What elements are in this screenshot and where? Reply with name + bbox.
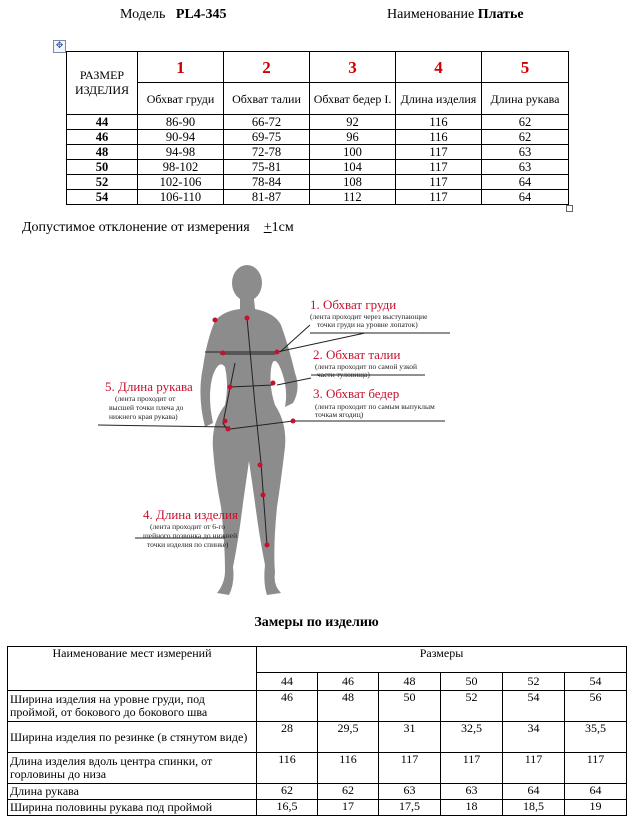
cell: 75-81 — [224, 160, 310, 175]
m4-desc-2: шейного позвонка до нижней — [143, 531, 238, 540]
cell: 64 — [482, 175, 569, 190]
cell: 62 — [257, 784, 318, 800]
table-row — [67, 115, 569, 130]
cell: 34 — [503, 722, 565, 753]
column-label-waist: Обхват талии — [224, 83, 310, 115]
cell: 62 — [318, 784, 379, 800]
cell: 64 — [482, 190, 569, 205]
cell: 64 — [565, 784, 627, 800]
size-column-header: РАЗМЕР ИЗДЕЛИЯ — [67, 52, 138, 115]
cell: 17 — [318, 800, 379, 816]
table-row — [67, 175, 569, 190]
table-row — [8, 722, 627, 753]
table-row — [8, 784, 627, 800]
m2-title: 2. Обхват талии — [313, 347, 401, 362]
cell: 63 — [482, 145, 569, 160]
m3-title: 3. Обхват бедер — [313, 386, 400, 401]
tolerance-sign: + — [263, 220, 272, 235]
cell: 117 — [565, 753, 627, 784]
cell: 102-106 — [138, 175, 224, 190]
product-name-line — [387, 7, 524, 23]
cell: 98-102 — [138, 160, 224, 175]
column-number-5: 5 — [482, 52, 569, 83]
size-col: 50 — [441, 673, 503, 691]
row-size: 50 — [67, 160, 138, 175]
size-col: 52 — [503, 673, 565, 691]
cell: 17,5 — [379, 800, 441, 816]
measurements-table — [7, 646, 627, 816]
m1-desc-1: (лента проходит через выступающие — [310, 312, 428, 321]
m3-desc-1: (лента проходит по самым выпуклым — [315, 402, 435, 411]
cell: 69-75 — [224, 130, 310, 145]
cell: 108 — [310, 175, 396, 190]
cell: 18,5 — [503, 800, 565, 816]
size-col: 44 — [257, 673, 318, 691]
m5-desc-2: высшей точки плеча до — [109, 403, 184, 412]
cell: 48 — [318, 691, 379, 722]
m2-desc-1: (лента проходит по самой узкой — [315, 362, 417, 371]
cell: 56 — [565, 691, 627, 722]
m4-desc-1: (лента проходит от 6-го — [150, 522, 226, 531]
m2-desc-2: части туловища) — [317, 370, 370, 379]
cell: 54 — [503, 691, 565, 722]
cell: 86-90 — [138, 115, 224, 130]
cell: 104 — [310, 160, 396, 175]
row-label: Длина изделия вдоль центра спинки, от горловины до низа — [8, 753, 257, 784]
cell: 94-98 — [138, 145, 224, 160]
m5-desc-1: (лента проходит от — [115, 394, 176, 403]
cell: 50 — [379, 691, 441, 722]
cell: 52 — [441, 691, 503, 722]
cell: 63 — [441, 784, 503, 800]
cell: 29,5 — [318, 722, 379, 753]
cell: 31 — [379, 722, 441, 753]
size-chart-table — [66, 51, 569, 205]
model-label: Модель — [120, 7, 166, 22]
size-col: 48 — [379, 673, 441, 691]
place-header: Наименование мест измерений — [8, 647, 257, 691]
cell: 62 — [482, 115, 569, 130]
column-number-3: 3 — [310, 52, 396, 83]
cell: 63 — [482, 160, 569, 175]
column-label-sleeve: Длина рукава — [482, 83, 569, 115]
column-number-4: 4 — [396, 52, 482, 83]
cell: 117 — [396, 190, 482, 205]
column-label-chest: Обхват груди — [138, 83, 224, 115]
row-size: 44 — [67, 115, 138, 130]
sizes-header: Размеры — [257, 647, 627, 673]
row-size: 48 — [67, 145, 138, 160]
table-row — [8, 753, 627, 784]
cell: 117 — [441, 753, 503, 784]
row-label: Длина рукава — [8, 784, 257, 800]
cell: 72-78 — [224, 145, 310, 160]
table-row — [67, 130, 569, 145]
column-number-1: 1 — [138, 52, 224, 83]
model-code: PL4-345 — [175, 7, 227, 22]
row-label: Ширина половины рукава под проймой — [8, 800, 257, 816]
cell: 117 — [396, 175, 482, 190]
cell: 112 — [310, 190, 396, 205]
cell: 16,5 — [257, 800, 318, 816]
cell: 28 — [257, 722, 318, 753]
row-size: 54 — [67, 190, 138, 205]
cell: 117 — [379, 753, 441, 784]
m1-title: 1. Обхват груди — [310, 297, 397, 312]
row-label: Ширина изделия по резинке (в стянутом виде) — [8, 722, 257, 753]
cell: 63 — [379, 784, 441, 800]
m3-desc-2: точкам ягодиц) — [315, 410, 364, 419]
cell: 116 — [396, 115, 482, 130]
table-row — [67, 145, 569, 160]
cell: 92 — [310, 115, 396, 130]
name-value: Платье — [477, 7, 524, 22]
cell: 117 — [396, 160, 482, 175]
row-size: 46 — [67, 130, 138, 145]
measurements-title: Замеры по изделию — [254, 615, 379, 630]
column-number-2: 2 — [224, 52, 310, 83]
m4-title: 4. Длина изделия — [143, 507, 238, 522]
cell: 117 — [503, 753, 565, 784]
column-label-hips: Обхват бедер I. — [310, 83, 396, 115]
tolerance-note — [22, 220, 294, 236]
table-move-handle-icon[interactable]: ✥ — [53, 40, 66, 53]
tolerance-value: 1см — [271, 220, 294, 235]
cell: 116 — [318, 753, 379, 784]
m1-desc-2: точки груди на уровне лопаток) — [317, 320, 418, 329]
table-row — [8, 800, 627, 816]
cell: 100 — [310, 145, 396, 160]
cell: 66-72 — [224, 115, 310, 130]
cell: 35,5 — [565, 722, 627, 753]
size-col: 54 — [565, 673, 627, 691]
cell: 116 — [396, 130, 482, 145]
cell: 90-94 — [138, 130, 224, 145]
cell: 116 — [257, 753, 318, 784]
m4-desc-3: точки изделия по спинке) — [147, 540, 229, 549]
table-row — [67, 160, 569, 175]
m5-desc-3: нижнего края рукава) — [109, 412, 178, 421]
cell: 106-110 — [138, 190, 224, 205]
cell: 64 — [503, 784, 565, 800]
cell: 117 — [396, 145, 482, 160]
size-col: 46 — [318, 673, 379, 691]
cell: 32,5 — [441, 722, 503, 753]
column-label-length: Длина изделия — [396, 83, 482, 115]
cell: 19 — [565, 800, 627, 816]
cell: 78-84 — [224, 175, 310, 190]
table-resize-handle[interactable] — [566, 205, 573, 212]
cell: 62 — [482, 130, 569, 145]
tolerance-text: Допустимое отклонение от измерения — [22, 220, 250, 235]
cell: 18 — [441, 800, 503, 816]
measurement-figure — [95, 255, 475, 610]
cell: 81-87 — [224, 190, 310, 205]
row-size: 52 — [67, 175, 138, 190]
cell: 96 — [310, 130, 396, 145]
cell: 46 — [257, 691, 318, 722]
row-label: Ширина изделия на уровне груди, под проймой, от бокового до бокового шва — [8, 691, 257, 722]
name-label: Наименование — [387, 7, 475, 22]
table-row — [67, 190, 569, 205]
model-line — [120, 7, 226, 23]
m5-title: 5. Длина рукава — [105, 379, 193, 394]
table-row — [8, 691, 627, 722]
